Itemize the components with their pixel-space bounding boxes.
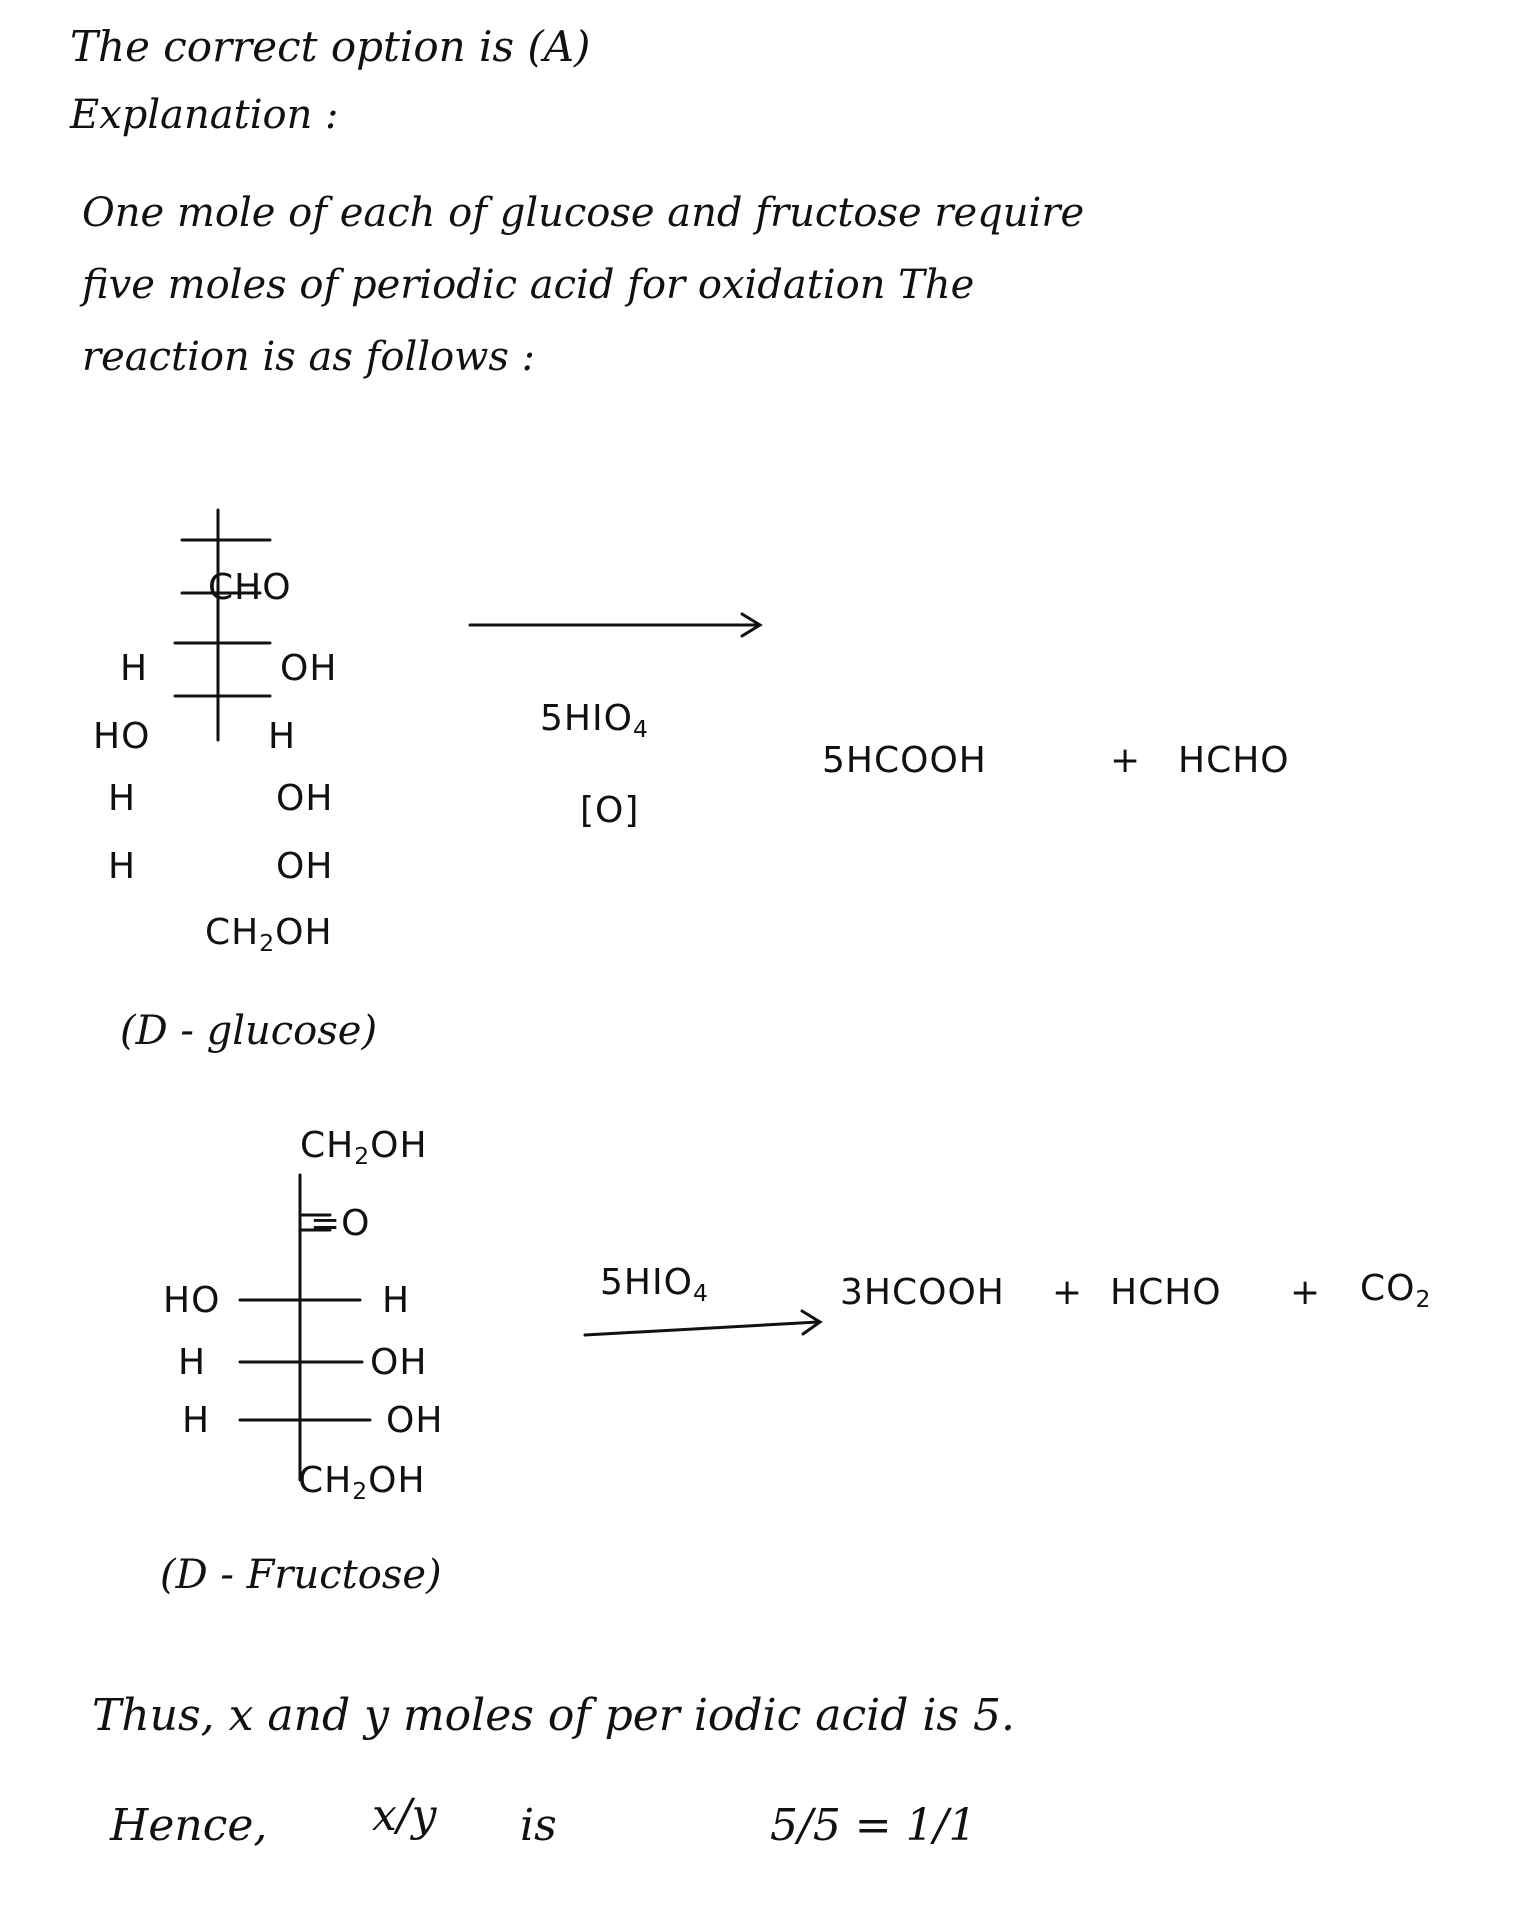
conclusion-is: is [520, 1800, 557, 1851]
fructose-arrow-line [585, 1322, 818, 1335]
glucose-bottom-group: $CH_2OH$ [205, 912, 333, 958]
fructose-product-3: $CO_2$ [1360, 1268, 1432, 1314]
fructose-row-2-right: OH [370, 1342, 428, 1383]
paragraph-line-1: One mole of each of glucose and fructose require [82, 190, 1085, 236]
fructose-caption: (D - Fructose) [160, 1552, 442, 1598]
fructose-product-1: 3HCOOH [840, 1272, 1005, 1313]
explanation-label: Explanation : [70, 92, 339, 138]
fructose-product-2: HCHO [1110, 1272, 1222, 1313]
glucose-row-2-right: H [268, 716, 297, 757]
fructose-row-2-left: H [178, 1342, 207, 1383]
glucose-reagent: $5HIO_4$ [540, 698, 649, 744]
fructose-bottom-group: $CH_2OH$ [298, 1460, 426, 1506]
glucose-plus: + [1110, 740, 1142, 781]
conclusion-line-1: Thus, x and y moles of per iodic acid is 5. [92, 1690, 1015, 1741]
fructose-plus-1: + [1052, 1272, 1084, 1313]
glucose-condition: [O] [580, 790, 640, 831]
glucose-row-1-left: H [120, 648, 149, 689]
fructose-plus-2: + [1290, 1272, 1322, 1313]
conclusion-hence: Hence, [110, 1800, 268, 1851]
fructose-row-1-right: H [382, 1280, 411, 1321]
fructose-keto-group: =O [310, 1203, 371, 1244]
glucose-row-3-left: H [108, 778, 137, 819]
glucose-product-1: 5HCOOH [822, 740, 987, 781]
conclusion-ratio-expr: x/y [372, 1790, 437, 1841]
glucose-product-2: HCHO [1178, 740, 1290, 781]
glucose-row-2-left: HO [93, 716, 151, 757]
glucose-row-1-right: OH [280, 648, 338, 689]
glucose-row-4-right: OH [276, 846, 334, 887]
glucose-caption: (D - glucose) [120, 1008, 378, 1054]
answer-line: The correct option is (A) [70, 22, 591, 71]
paragraph-line-2: five moles of periodic acid for oxidation The [82, 262, 975, 308]
fructose-row-3-right: OH [386, 1400, 444, 1441]
fructose-row-1-left: HO [163, 1280, 221, 1321]
fructose-row-3-left: H [182, 1400, 211, 1441]
paragraph-line-3: reaction is as follows : [82, 334, 536, 380]
glucose-row-4-left: H [108, 846, 137, 887]
glucose-row-3-right: OH [276, 778, 334, 819]
glucose-top-group: CHO [208, 567, 292, 608]
conclusion-ratio-value: 5/5 = 1/1 [770, 1800, 977, 1851]
fructose-top-group: $CH_2OH$ [300, 1125, 428, 1171]
fructose-reagent: $5HIO_4$ [600, 1262, 709, 1308]
